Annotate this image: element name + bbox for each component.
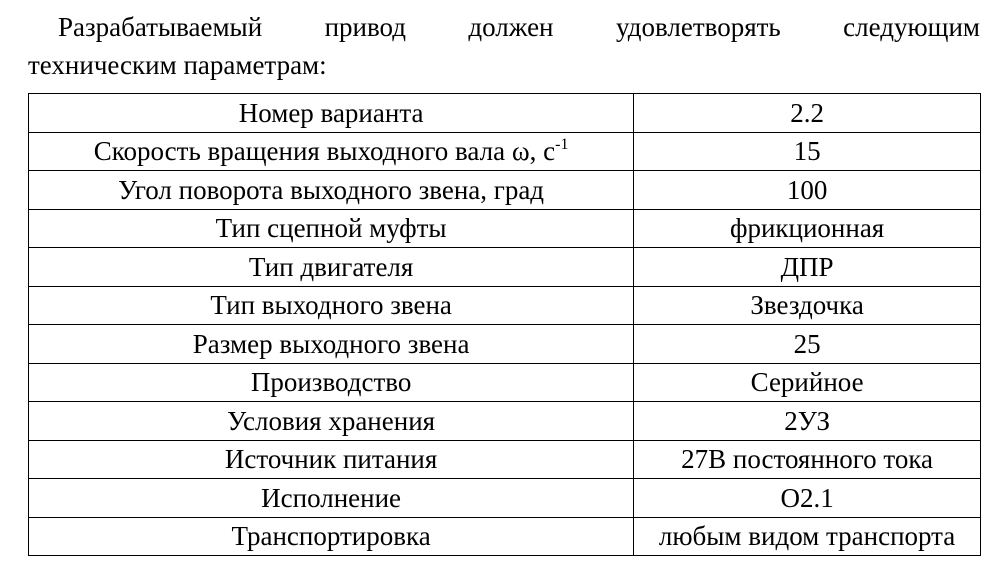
param-cell: Тип двигателя [29,248,634,287]
intro-line-2: техническим параметрам: [28,50,327,80]
param-cell [29,132,634,171]
table-row [29,402,981,441]
intro-word: Разрабатываемый [58,12,263,42]
param-cell: Тип сцепной муфты [29,209,634,248]
value-cell: Звездочка [634,286,981,325]
table-row [29,209,981,248]
param-cell: Условия хранения [29,402,634,441]
value-cell: 27В постоянного тока [634,440,981,479]
param-text: Скорость вращения выходного вала ω, с [93,136,556,167]
value-cell: 2УЗ [634,402,981,441]
value-cell: ДПР [634,248,981,287]
value-cell: 25 [634,325,981,364]
param-cell: Размер выходного звена [29,325,634,364]
intro-word: привод [324,12,406,42]
param-cell: Номер варианта [29,94,634,133]
intro-line-1 [28,8,980,46]
intro-word: удовлетворять [615,12,781,42]
value-cell: 15 [634,132,981,171]
value-cell: 2.2 [634,94,981,133]
param-cell: Угол поворота выходного звена, град [29,171,634,210]
intro-word: следующим [843,12,980,42]
param-cell: Производство [29,363,634,402]
param-cell: Исполнение [29,479,634,518]
param-cell: Транспортировка [29,517,634,556]
table-row [29,479,981,518]
table-row [29,517,981,556]
table-row [29,248,981,287]
value-cell: О2.1 [634,479,981,518]
table-row [29,440,981,479]
intro-paragraph [28,8,980,84]
intro-word: должен [468,12,554,42]
table-row [29,363,981,402]
table-row [29,286,981,325]
param-cell: Тип выходного звена [29,286,634,325]
param-superscript: -1 [555,136,569,154]
param-cell: Источник питания [29,440,634,479]
table-row [29,325,981,364]
table-row [29,94,981,133]
value-cell: любым видом транспорта [634,517,981,556]
value-cell: фрикционная [634,209,981,248]
table-row [29,171,981,210]
value-cell: Серийное [634,363,981,402]
table-row [29,132,981,171]
parameters-table [28,93,981,556]
value-cell: 100 [634,171,981,210]
